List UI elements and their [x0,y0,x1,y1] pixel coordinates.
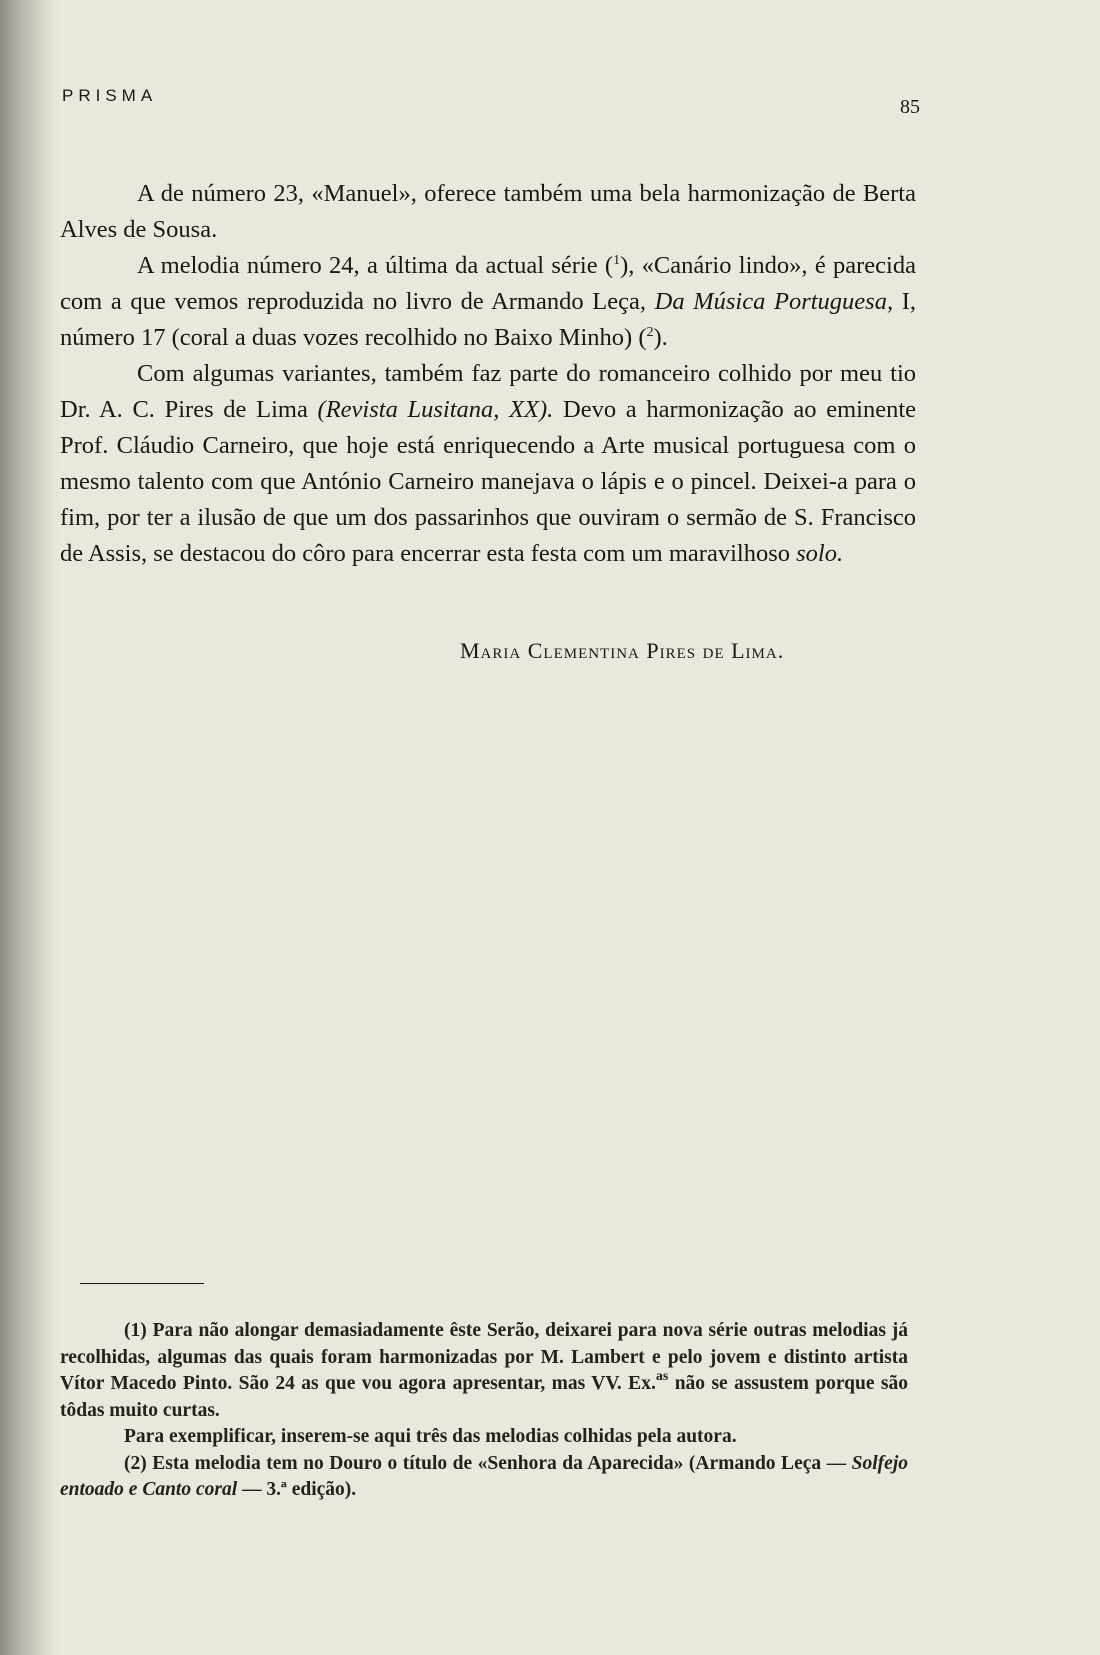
footnotes [60,1318,908,1504]
footnote-1-mark: (1) [124,1320,147,1341]
paragraph-3-text-a: Com algumas variantes, também faz parte do romanceiro colhido por meu tio Dr. A. C. Pires de Lima [60,360,916,423]
footnote-separator [80,1283,204,1284]
footnote-ref-2: 2 [646,325,654,340]
footnote-2 [60,1451,908,1504]
paragraph-2-text-a: A melodia número 24, a última da actual série ( [137,252,614,279]
footnote-2-mark: (2) [124,1452,147,1474]
book-title: Da Música Portuguesa, [654,288,894,315]
footnote-2-title: Solfejo entoado e Canto coral [60,1452,909,1500]
footnote-1 [60,1318,908,1424]
paragraph-2-text-d: ). [653,324,668,351]
paragraph-2-text-c: I, número 17 (coral a duas vozes recolhido no Baixo Minho) ( [60,288,917,351]
running-head: PRISMA [62,86,158,105]
footnote-2-end: — 3.ª edição). [242,1479,357,1500]
paragraph-2 [60,248,916,356]
footnote-2-text: Esta melodia tem no Douro o título de «Senhora da Aparecida» (Armando Leça — [152,1452,847,1474]
solo-word: solo. [796,540,844,567]
footnote-1-continuation: Para exemplificar, inserem-se aqui três das melodias colhidas pela autora. [124,1426,737,1447]
footnote-ref-1: 1 [613,253,621,268]
footnote-1-text: Para não alongar demasiadamente êste Serão, deixarei para nova série outras melodias já recolhidas, algumas das quais foram harmonizadas por M. Lambert e pelo jovem e distinto artista Vítor Macedo Pinto. São 24 as que vou agora apresentar, mas VV. Ex. [60,1320,908,1394]
footnote-1-text-end: não se assustem porque são tôdas muito curtas. [60,1373,908,1421]
paragraph-3-text-b: Devo a harmonização ao eminente Prof. Cláudio Carneiro, que hoje está enriquecendo a Arte musical portuguesa com o mesmo talento com que António Carneiro manejava o lápis e o pincel. Deixei-a para o fim, por ter a ilusão de que um dos passarinhos que ouviram o sermão de S. Francisco de Assis, se destacou do côro para encerrar esta festa com um maravilhoso [60,396,917,567]
page-number: 85 [900,96,920,118]
paragraph-1: A de número 23, «Manuel», oferece também uma bela harmonização de Berta Alves de Sousa. [60,180,916,243]
paragraph-2-text-b: ), «Canário lindo», é parecida com a que vemos reproduzida no livro de Armando Leça, [60,252,916,315]
author-signature: Maria Clementina Pires de Lima. [460,638,785,663]
paragraph-3 [60,356,916,572]
body-text [60,176,916,572]
footnote-1-superscript: as [655,1369,669,1384]
journal-reference: (Revista Lusitana, XX). [317,396,554,423]
